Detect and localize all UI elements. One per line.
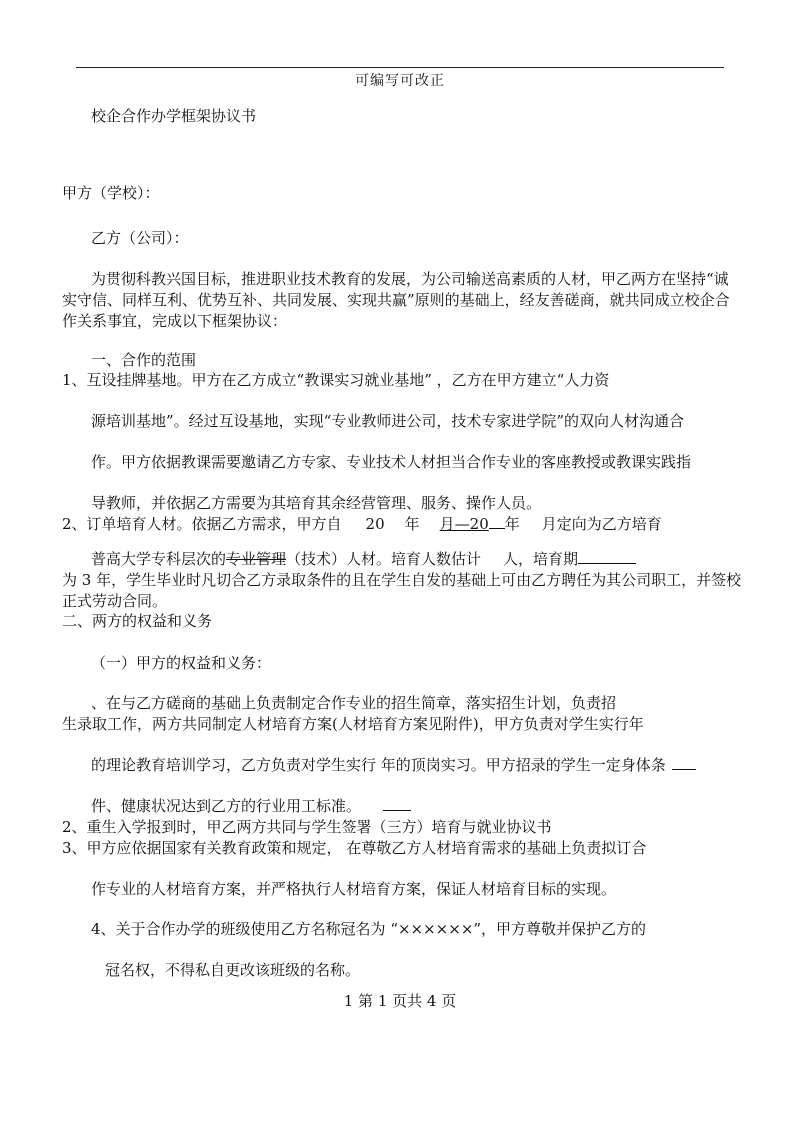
a-item-line-7: 作专业的人材培育方案，并严格执行人材培育方案，保证人材培育目标的实现。 xyxy=(91,880,617,898)
item-2-year-start: 20 xyxy=(365,515,385,533)
a-item-line-3-text: 的理论教育培训学习，乙方负责对学生实行 年的顶岗实习。甲方招录的学生一定身体条 xyxy=(91,756,666,774)
page-header: 可编写可改正 xyxy=(355,73,445,89)
item-2-line-1 xyxy=(62,514,662,534)
intro-line-3: 作关系事宜，完成以下框架协议： xyxy=(62,312,288,330)
item-2-text-a: 2、订单培育人材。依据乙方需求，甲方自 xyxy=(62,515,342,533)
item-2-text-level: 普高大学专科层次的 xyxy=(91,550,227,568)
intro-line-1: 为贯彻科教兴国目标，推进职业技术教育的发展，为公司输送高素质的人材，甲乙两方在坚持“诚 xyxy=(91,270,729,288)
a-item-line-2: 生录取工作，两方共同制定人材培育方案(人材培育方案见附件)，甲方负责对学生实行年 xyxy=(62,715,644,733)
a-item-line-3 xyxy=(91,755,696,775)
item-1-line-3: 作。甲方依据教课需要邀请乙方专家、专业技术人材担当合作专业的客座教授或教课实践指 xyxy=(91,453,692,471)
item-1-line-4: 导教师，并依据乙方需要为其培育其余经营管理、服务、操作人员。 xyxy=(91,494,542,512)
a-item-line-6: 3、甲方应依据国家有关教育政策和规定， 在尊敬乙方人材培育需求的基础上负责拟订合 xyxy=(62,839,647,857)
party-a-label: 甲方（学校）： xyxy=(62,184,160,202)
intro-line-2: 实守信、同样互利、优势互补、共同发展、实现共赢”原则的基础上，经友善磋商，就共同成立校企合 xyxy=(62,291,730,309)
party-b-label: 乙方（公司）： xyxy=(91,229,189,247)
item-1-line-2: 源培训基地”。经过互设基地，实现“专业教师进公司，技术专家进学院”的双向人材沟通合 xyxy=(91,412,685,430)
item-1-line-1: 1、互设挂牌基地。甲方在乙方成立“教课实习就业基地” ，乙方在甲方建立“人力资 xyxy=(62,371,610,389)
item-2-line-2 xyxy=(91,549,636,569)
a-item-line-4-text: 件、健康状况达到乙方的行业用工标准。 xyxy=(91,797,362,815)
doc-title: 校企合作办学框架协议书 xyxy=(91,107,257,125)
item-2-text-f: 月定向为乙方培育 xyxy=(541,515,662,533)
a-item-line-9: 冠名权，不得私自更改该班级的名称。 xyxy=(105,961,361,979)
item-2-year-label: 年 xyxy=(404,515,420,533)
a-item-line-4 xyxy=(91,796,411,816)
item-2-text-count: （技术）人材。培育人数估计 xyxy=(286,550,482,568)
item-2-year-label-2: 年 xyxy=(504,515,520,533)
item-2-major: 专业管理 xyxy=(226,550,287,568)
section-1-title: 一、合作的范围 xyxy=(91,351,197,369)
subsection-1-title: （一）甲方的权益和义务： xyxy=(91,654,272,672)
item-2-line-4: 正式劳动合同。 xyxy=(62,592,168,610)
a-item-line-1: 、在与乙方磋商的基础上负责制定合作专业的招生简章，落实招生计划，负责招 xyxy=(91,694,617,712)
section-2-title: 二、两方的权益和义务 xyxy=(62,612,213,630)
a-item-line-8: 4、关于合作办学的班级使用乙方名称冠名为 “××××××”，甲方尊敬并保护乙方的 xyxy=(91,920,647,938)
header-rule xyxy=(76,67,724,68)
item-2-month-range: 月—20 xyxy=(439,515,489,533)
page-footer: 1 第 1 页共 4 页 xyxy=(343,992,457,1010)
a-item-line-5: 2、重生入学报到时，甲乙两方共同与学生签署（三方）培育与就业协议书 xyxy=(62,818,552,836)
item-2-line-3: 为 3 年，学生毕业时凡切合乙方录取条件的且在学生自发的基础上可由乙方聘任为其公司职工，并签校 xyxy=(62,571,742,589)
item-2-text-period: 人，培育期 xyxy=(503,550,579,568)
